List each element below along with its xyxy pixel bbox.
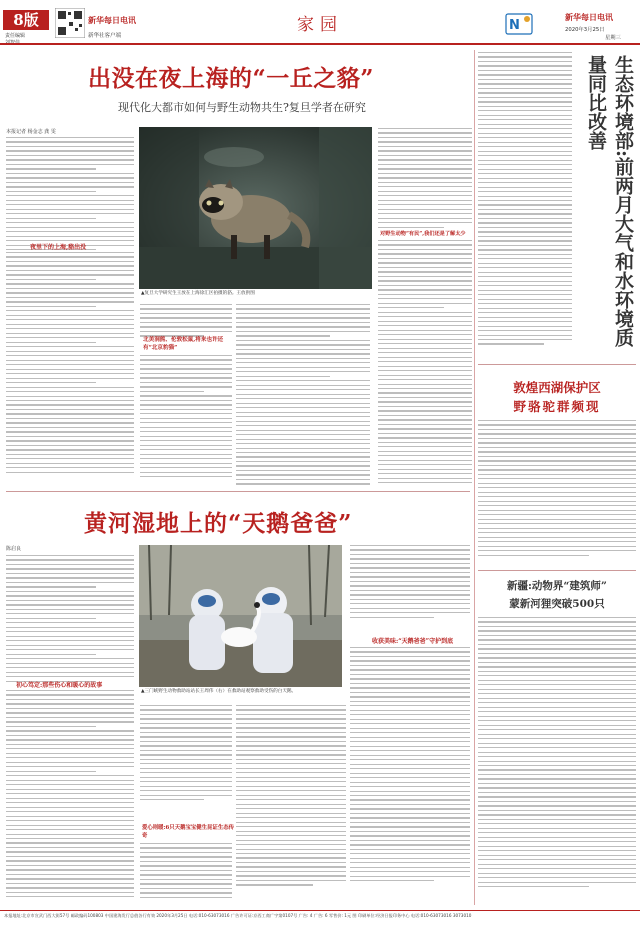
story2-subhead-1: 初心笃定:那些伤心和暖心的故事	[16, 682, 103, 689]
sidebar-brief3-title: 新疆:动物界“建筑师”	[507, 580, 607, 592]
sidebar-rule-2	[478, 570, 636, 571]
story2-subhead-3: 收获美味:“天鹅爸爸”守护到底	[372, 638, 454, 645]
section-title: 家园	[297, 15, 343, 35]
sidebar-brief3-subtitle: 蒙新河狸突破500只	[509, 598, 605, 610]
logo-mark	[55, 8, 85, 38]
column-divider	[474, 50, 475, 905]
story2-col2	[140, 705, 232, 823]
footer-rule	[0, 910, 640, 911]
story2-col1b	[6, 690, 134, 900]
issue-weekday: 星期三	[605, 35, 621, 41]
footer-info: 本报地址:北京市宣武门西大街57号 邮政编码100803 中国建海发行总值各行有效 2020年3月25日 电话:010-63073016 广告许可证:京西工商广字第0107号 广告: 4 广告: 6 零售价: 1元 图 印刷单位:经济日报印务中心 电话:010-63073016 3073010	[4, 913, 472, 918]
sidebar-rule-1	[478, 364, 636, 365]
sidebar-brief2-subtitle: 野骆驼群频现	[513, 399, 601, 414]
story1-subhead-2: 北美洞熊、伦敦松鼠,将来也许还有“北京豹猫”	[143, 337, 224, 351]
page-number: 8版	[13, 11, 39, 29]
story1-subtitle: 现代化大都市如何与野生动物共生?复旦学者在研究	[118, 101, 366, 114]
story2-col3	[236, 705, 346, 905]
sidebar-brief2-text	[478, 420, 636, 565]
header-rule	[0, 43, 640, 45]
swan-rescue-photo	[139, 545, 342, 687]
story2-col4	[350, 545, 470, 635]
story1-subhead-1: 夜里下的上海,貉出没	[30, 244, 87, 251]
paper-name: 新华每日电讯	[565, 13, 613, 22]
logo-text: 新华每日电讯	[88, 16, 136, 25]
issue-date: 2020年3月25日	[565, 27, 605, 33]
story2-title: 黄河湿地上的“天鹅爸爸”	[84, 510, 353, 537]
story1-photo-caption: ▲复旦大学研究生王放在上海徐汇区拍摄的貉。王放供图	[141, 291, 255, 296]
svg-text:N: N	[509, 18, 520, 33]
story2-col2b	[140, 843, 232, 903]
story1-byline: 本报记者 杨金志 龚 雯	[6, 129, 56, 135]
story2-col4b	[350, 647, 470, 905]
editor-label: 责任编辑	[5, 33, 26, 39]
story1-subhead-3: 对野生动物“有民”,我们还是了解太少	[380, 231, 466, 237]
sidebar-brief3-text	[478, 617, 636, 907]
story1-col1b	[6, 252, 134, 487]
story1-col3	[236, 304, 370, 487]
news-app-qr-icon	[55, 8, 85, 38]
sidebar-brief2-title: 敦煌西湖保护区	[513, 380, 601, 395]
story2-photo-caption: ▲三门峡野生动物救助站站长王周伟（右）在救助站观察救助受伤的白天鹅。	[141, 689, 297, 694]
story1-col4b	[378, 240, 472, 487]
story-divider	[6, 491, 470, 492]
raccoon-dog-photo	[139, 127, 372, 289]
app-label: 新华社客户端	[88, 33, 122, 39]
story1-col2b	[140, 355, 232, 487]
sidebar-brief1-title: 生态环境部:前两月大气和水环境质量同比改善	[585, 55, 634, 348]
story1-title: 出没在夜上海的“一丘之貉”	[88, 65, 374, 92]
news-logo-icon	[505, 12, 533, 36]
story2-subhead-2: 爱心则暖:6只天鹅宝宝健生昆证生态传奇	[142, 825, 234, 839]
story2-byline: 陈启良	[6, 546, 22, 552]
sidebar-brief1-text	[478, 52, 572, 362]
